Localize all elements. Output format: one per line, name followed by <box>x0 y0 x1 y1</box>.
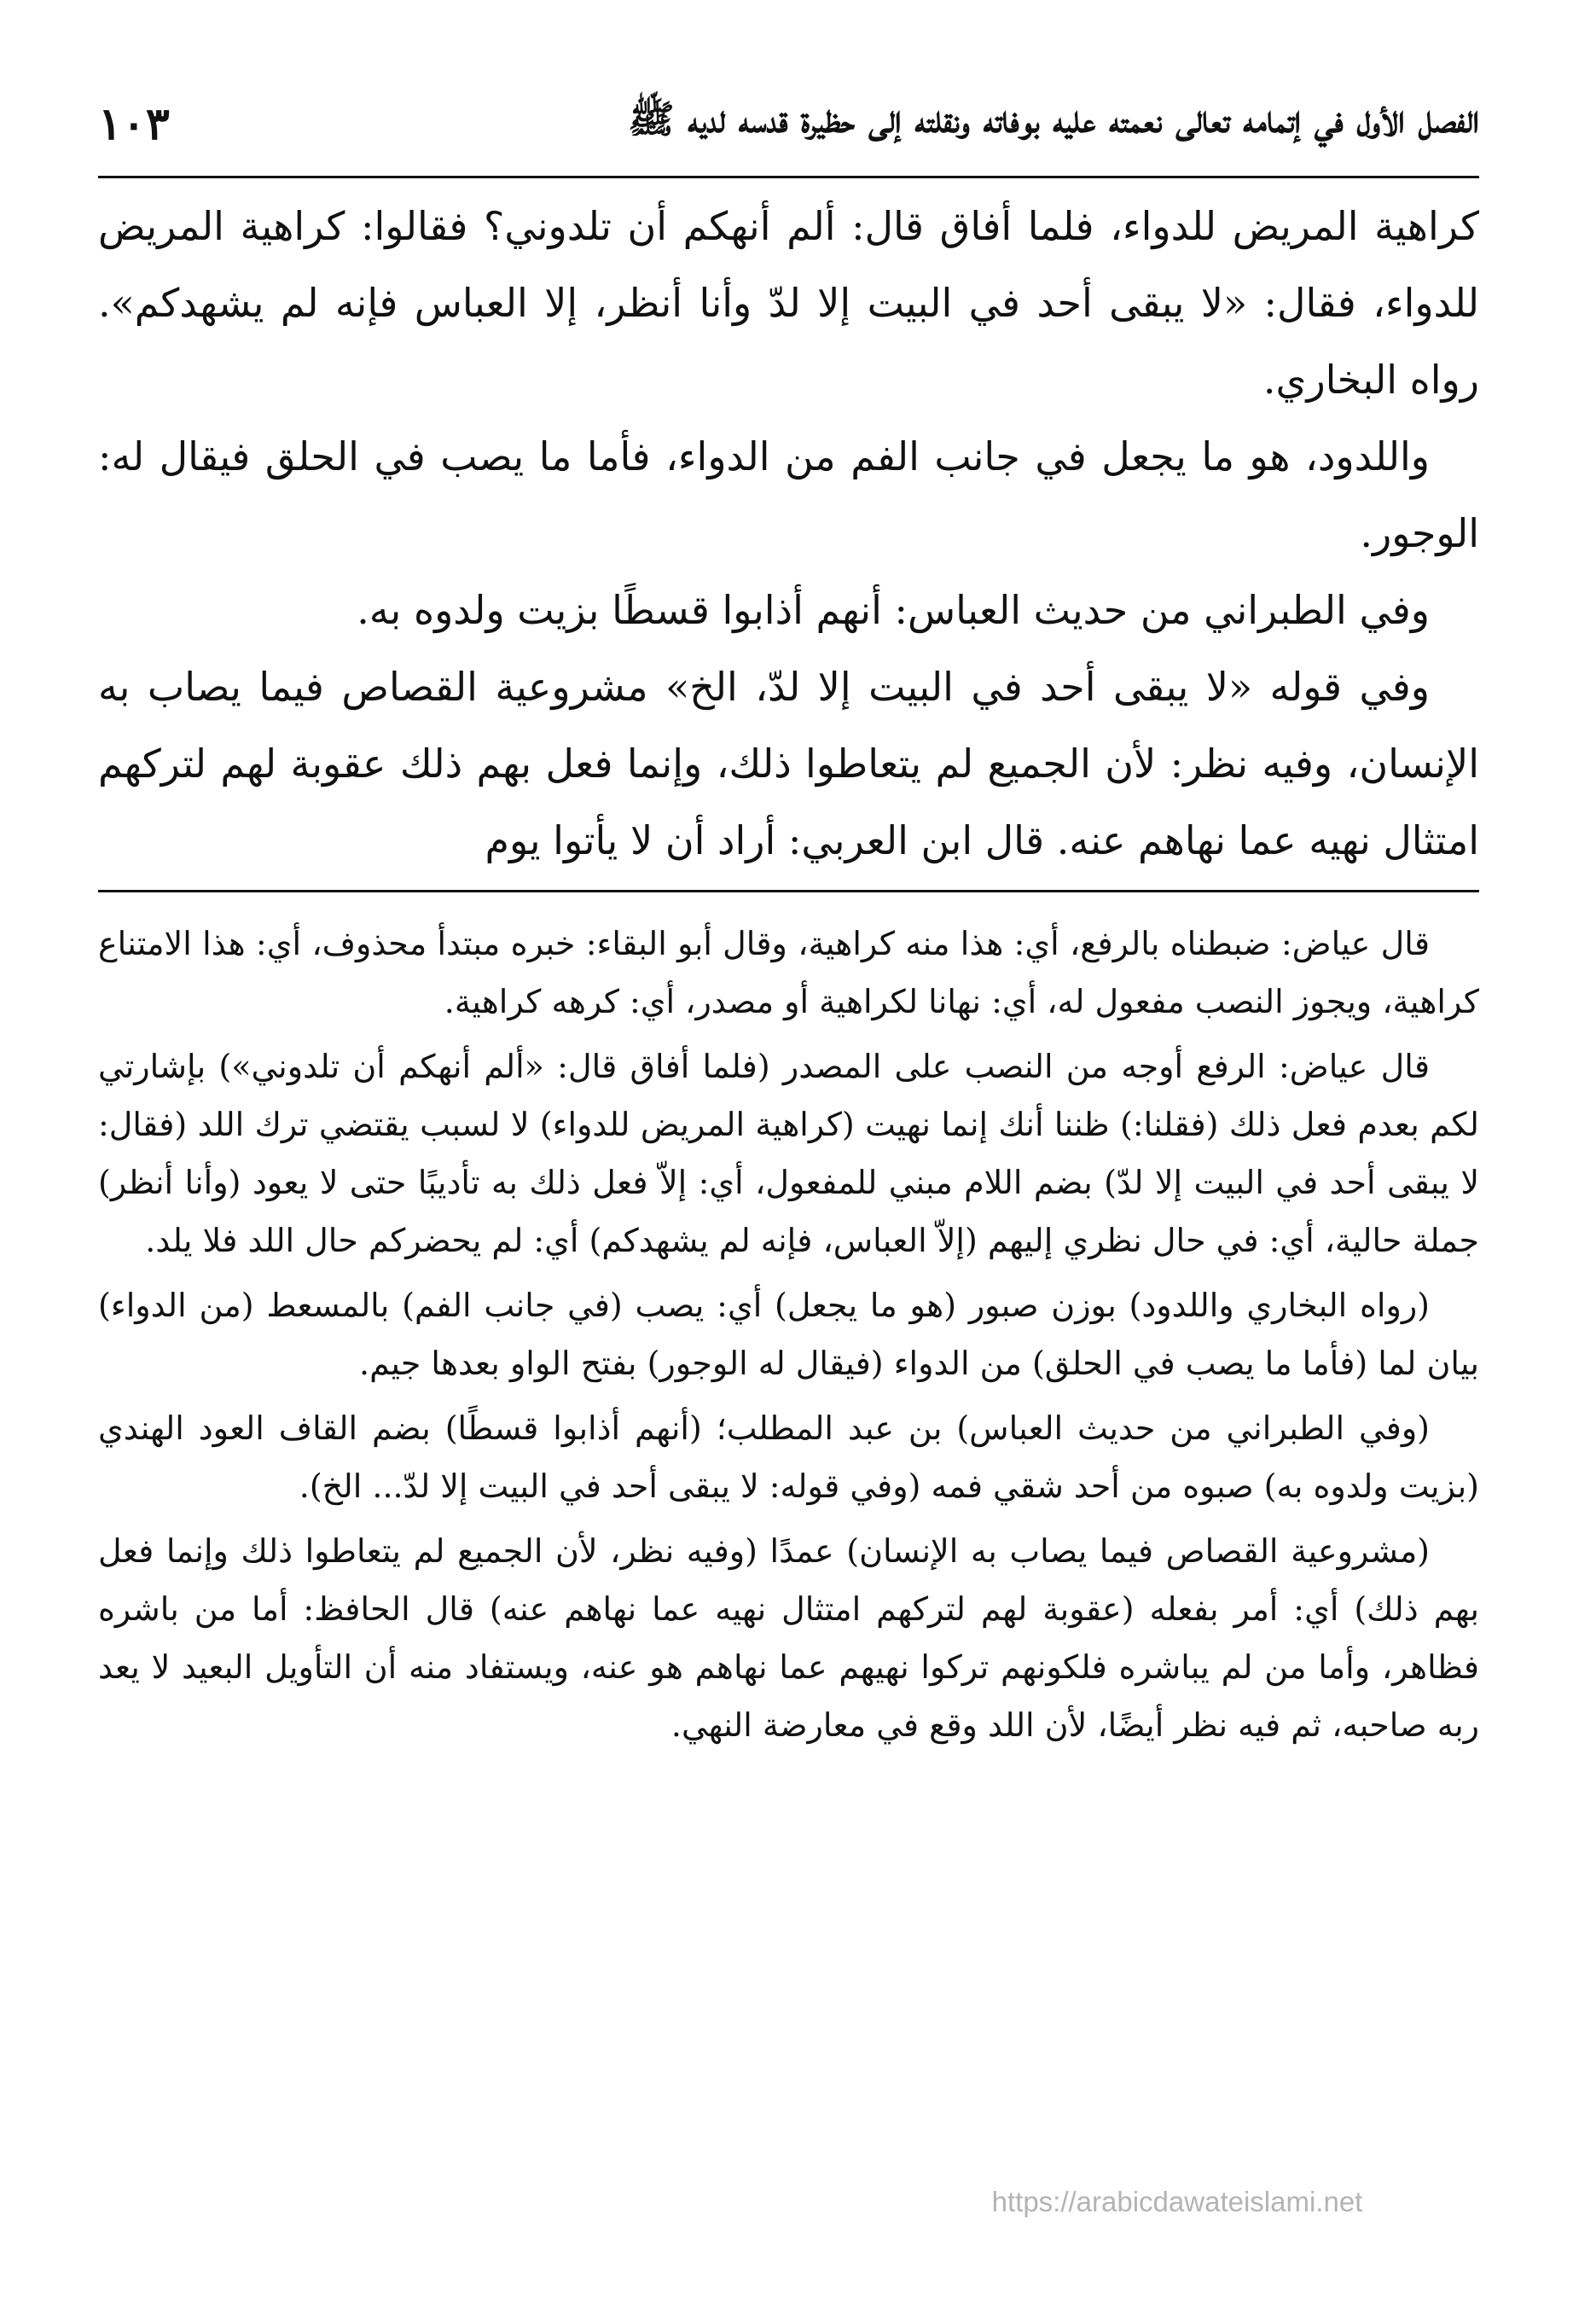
commentary-paragraph: (رواه البخاري واللدود) بوزن صبور (هو ما يجعل) أي: يصب (في جانب الفم) بالمسعط (من الدواء) بيان لما (فأما ما يصب في الحلق) من الدواء (فيقال له الوجور) بفتح الواو بعدها جيم. <box>98 1287 1479 1382</box>
main-text <box>98 188 1479 879</box>
watermark-url: https://arabicdawateislami.net <box>991 2186 1363 2217</box>
commentary-paragraph: قال عياض: ضبطناه بالرفع، أي: هذا منه كراهية، وقال أبو البقاء: خبره مبتدأ محذوف، أي: هذا الامتناع كراهية، ويجوز النصب مفعول له، أي: نهانا لكراهية أو مصدر، أي: كرهه كراهية. <box>98 925 1479 1020</box>
running-header <box>98 90 1479 158</box>
commentary-paragraph: (وفي الطبراني من حديث العباس) بن عبد المطلب؛ (أنهم أذابوا قسطًا) بضم القاف العود الهندي (بزيت ولدوه به) صبوه من أحد شقي فمه (وفي قوله: لا يبقى أحد في البيت إلا لدّ... الخ). <box>98 1409 1479 1505</box>
header-rule <box>98 176 1479 178</box>
main-paragraph: وفي قوله «لا يبقى أحد في البيت إلا لدّ، الخ» مشروعية القصاص فيما يصاب به الإنسان، وفيه نظر: لأن الجميع لم يتعاطوا ذلك، وإنما فعل بهم ذلك عقوبة لهم لتركهم امتثال نهيه عما نهاهم عنه. قال ابن العربي: أراد أن لا يأتوا يوم <box>98 664 1479 863</box>
chapter-title: الفصل الأول في إتمامه تعالى نعمته عليه بوفاته ونقلته إلى حظيرة قدسه لديه ﷺ <box>628 96 1479 142</box>
commentary-paragraph: (مشروعية القصاص فيما يصاب به الإنسان) عمدًا (وفيه نظر، لأن الجميع لم يتعاطوا ذلك وإنما فعل بهم ذلك) أي: أمر بفعله (عقوبة لهم لتركهم امتثال نهيه عما نهاهم عنه) قال الحافظ: أما من باشره فظاهر، وأما من لم يباشره فلكونهم تركوا نهيهم عما نهاهم هو عنه، ويستفاد منه أن التأويل البعيد لا يعد ربه صاحبه، ثم فيه نظر أيضًا، لأن اللد وقع في معارضة النهي. <box>98 1532 1479 1744</box>
main-paragraph: واللدود، هو ما يجعل في جانب الفم من الدواء، فأما ما يصب في الحلق فيقال له: الوجور. <box>98 433 1479 556</box>
main-paragraph: وفي الطبراني من حديث العباس: أنهم أذابوا قسطًا بزيت ولدوه به. <box>357 587 1430 633</box>
page-number: ١٠٣ <box>98 97 170 150</box>
footnote-divider <box>98 890 1479 892</box>
main-paragraph: كراهية المريض للدواء، فلما أفاق قال: ألم أنهكم أن تلدوني؟ فقالوا: كراهية المريض للدواء، فقال: «لا يبقى أحد في البيت إلا لدّ وأنا أنظر، إلا العباس فإنه لم يشهدكم». رواه البخاري. <box>98 203 1479 403</box>
commentary-paragraph: قال عياض: الرفع أوجه من النصب على المصدر (فلما أفاق قال: «ألم أنهكم أن تلدوني») بإشارتي لكم بعدم فعل ذلك (فقلنا:) ظننا أنك إنما نهيت (كراهية المريض للدواء) لا لسبب يقتضي ترك اللد (فقال: لا يبقى أحد في البيت إلا لدّ) بضم اللام مبني للمفعول، أي: إلاّ فعل ذلك به تأديبًا حتى لا يعود (وأنا أنظر) جملة حالية، أي: في حال نظري إليهم (إلاّ العباس، فإنه لم يشهدكم) أي: لم يحضركم حال اللد فلا يلد. <box>98 1048 1479 1259</box>
commentary <box>98 915 1479 1761</box>
